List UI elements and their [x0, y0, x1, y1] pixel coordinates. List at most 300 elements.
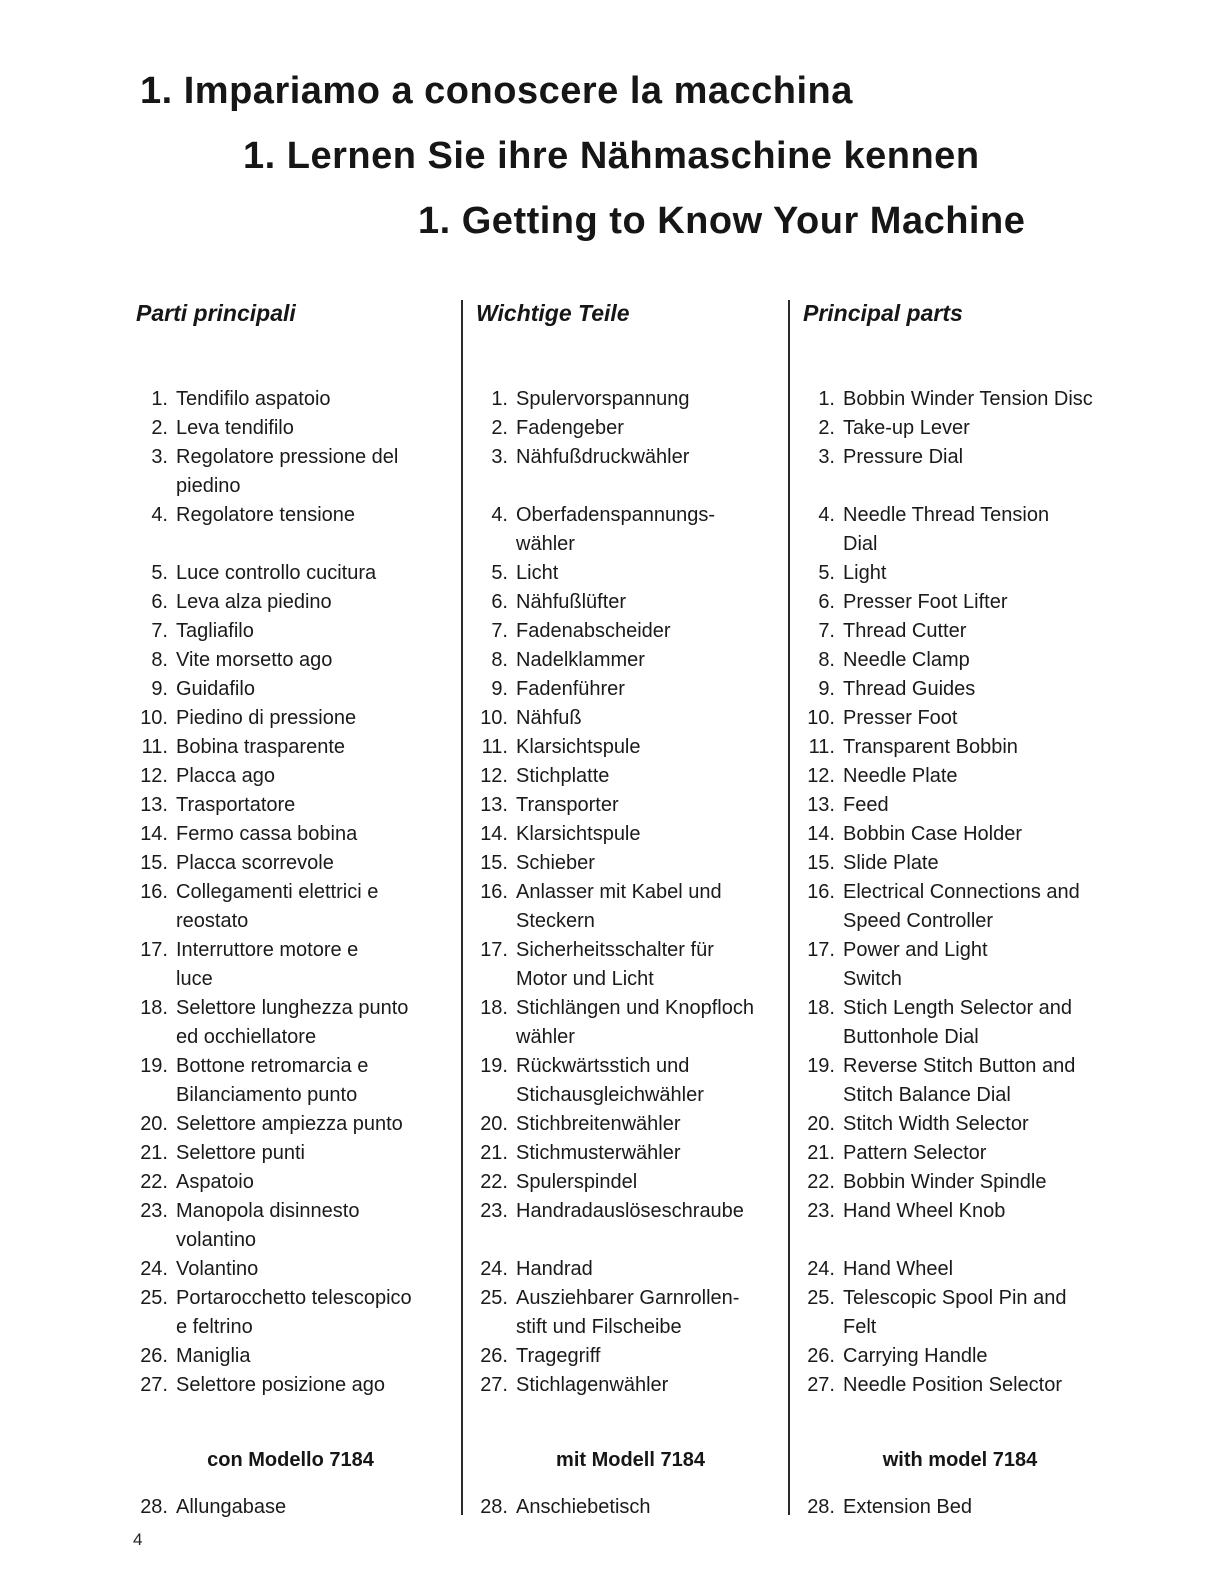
- part-number: 14.: [480, 823, 508, 845]
- part-label: Spulervorspannung: [516, 388, 690, 410]
- part-label: Bottone retromarcia e: [176, 1055, 369, 1077]
- part-item: [128, 1342, 453, 1371]
- part-label: Luce controllo cucitura: [176, 562, 377, 584]
- part-item: [795, 414, 1125, 443]
- part-label: Feed: [843, 794, 889, 816]
- part-item: [128, 878, 453, 907]
- part-label: Collegamenti elettrici e: [176, 881, 379, 903]
- part-item: [128, 588, 453, 617]
- part-item: [468, 1371, 783, 1400]
- parts-list-english: [795, 385, 1125, 1400]
- part-number: 2.: [491, 417, 508, 439]
- part-number: 8.: [491, 649, 508, 671]
- part-number: 25.: [140, 1287, 168, 1309]
- part-item: [468, 1168, 783, 1197]
- part-item: [795, 820, 1125, 849]
- part-label: Bobbin Case Holder: [843, 823, 1022, 845]
- part-item: [795, 1313, 1125, 1342]
- title-german: 1. Lernen Sie ihre Nähmaschine kennen: [243, 135, 980, 177]
- part-label: Placca ago: [176, 765, 275, 787]
- part-number: 28.: [140, 1496, 168, 1518]
- part-label: Anlasser mit Kabel und: [516, 881, 722, 903]
- part-number: 16.: [807, 881, 835, 903]
- part-label: Hand Wheel Knob: [843, 1200, 1006, 1222]
- list-spacer: [468, 472, 783, 501]
- part-label: Klarsichtspule: [516, 736, 641, 758]
- part-number: 7.: [151, 620, 168, 642]
- part-number: 12.: [807, 765, 835, 787]
- part-number: 4.: [491, 504, 508, 526]
- part-label: Take-up Lever: [843, 417, 970, 439]
- part-number: 21.: [807, 1142, 835, 1164]
- part-item: [795, 1023, 1125, 1052]
- part-number: [128, 1081, 168, 1110]
- part-item: [795, 1284, 1125, 1313]
- part-item: [795, 1197, 1125, 1226]
- part-number: 11.: [808, 736, 835, 758]
- part-label: Bobina trasparente: [176, 736, 346, 758]
- part-number: 3.: [491, 446, 508, 468]
- part-label: Slide Plate: [843, 852, 939, 874]
- parts-list-german: [468, 385, 783, 1400]
- part-number: 19.: [480, 1055, 508, 1077]
- column-english: [795, 298, 1125, 1518]
- part-number: 1.: [818, 388, 835, 410]
- part-item: [128, 907, 453, 936]
- part-label: volantino: [176, 1229, 257, 1251]
- part-label: Stichmusterwähler: [516, 1142, 681, 1164]
- part-item: [795, 907, 1125, 936]
- part-label: Needle Clamp: [843, 649, 970, 671]
- part-number: 9.: [151, 678, 168, 700]
- part-item: [468, 675, 783, 704]
- part-label: Leva alza piedino: [176, 591, 332, 613]
- part-label: piedino: [176, 475, 241, 497]
- column-heading-italian: Parti principali: [136, 300, 296, 326]
- part-label: Fadenführer: [516, 678, 625, 700]
- part-number: 27.: [140, 1374, 168, 1396]
- part-number: 24.: [480, 1258, 508, 1280]
- column-german: [468, 298, 783, 1518]
- part-label: Rückwärtsstich und: [516, 1055, 690, 1077]
- part-item: [468, 936, 783, 965]
- part-label: Nähfußlüfter: [516, 591, 627, 613]
- part-item: [128, 646, 453, 675]
- parts-list-italian: [128, 385, 453, 1400]
- part-label: Needle Position Selector: [843, 1374, 1063, 1396]
- part-item: [795, 501, 1125, 530]
- part-number: 27.: [807, 1374, 835, 1396]
- part-item: [128, 965, 453, 994]
- part-number: 9.: [491, 678, 508, 700]
- part-label: Nähfuß: [516, 707, 582, 729]
- part-number: 6.: [818, 591, 835, 613]
- part-number: 10.: [807, 707, 835, 729]
- part-label: Maniglia: [176, 1345, 251, 1367]
- part-item: [468, 414, 783, 443]
- part-label: Stichlängen und Knopfloch: [516, 997, 754, 1019]
- part-label: Carrying Handle: [843, 1345, 988, 1367]
- part-label: Power and Light: [843, 939, 988, 961]
- extra-part-italian: [128, 1493, 453, 1522]
- extra-part-english: [795, 1493, 1125, 1522]
- part-item: [128, 472, 453, 501]
- part-item: [468, 965, 783, 994]
- part-label: Stichplatte: [516, 765, 610, 787]
- part-label: Handradauslöseschraube: [516, 1200, 744, 1222]
- part-label: Felt: [843, 1316, 877, 1338]
- part-label: Pattern Selector: [843, 1142, 987, 1164]
- part-number: [795, 907, 835, 936]
- part-label: Anschiebetisch: [516, 1496, 651, 1518]
- part-label: Steckern: [516, 910, 595, 932]
- model-label-english: with model 7184: [882, 1449, 1038, 1471]
- part-number: 12.: [480, 765, 508, 787]
- part-item: [795, 1255, 1125, 1284]
- part-number: 28.: [807, 1496, 835, 1518]
- part-label: Allungabase: [176, 1496, 287, 1518]
- part-item: [795, 762, 1125, 791]
- part-number: 5.: [818, 562, 835, 584]
- part-label: Tagliafilo: [176, 620, 254, 642]
- part-item: [795, 965, 1125, 994]
- part-item: [128, 1139, 453, 1168]
- part-label: Stich Length Selector and: [843, 997, 1073, 1019]
- part-item: [795, 849, 1125, 878]
- part-number: 1.: [151, 388, 168, 410]
- part-item: [128, 733, 453, 762]
- part-number: 11.: [481, 736, 508, 758]
- part-label: Dial: [843, 533, 878, 555]
- part-item: [128, 1081, 453, 1110]
- part-label: Volantino: [176, 1258, 259, 1280]
- part-label: Handrad: [516, 1258, 593, 1280]
- part-item: [795, 791, 1125, 820]
- part-item: [468, 559, 783, 588]
- part-item: [468, 1081, 783, 1110]
- part-number: [128, 907, 168, 936]
- column-italian: [128, 298, 453, 1518]
- part-number: 2.: [818, 417, 835, 439]
- part-item: [468, 791, 783, 820]
- part-label: stift und Filscheibe: [516, 1316, 682, 1338]
- part-item: [468, 762, 783, 791]
- part-item: [468, 646, 783, 675]
- part-number: 15.: [480, 852, 508, 874]
- part-number: [468, 1081, 508, 1110]
- part-label: Nadelklammer: [516, 649, 645, 671]
- part-label: Pressure Dial: [843, 446, 964, 468]
- part-number: [468, 1023, 508, 1052]
- part-label: Placca scorrevole: [176, 852, 334, 874]
- part-label: Ausziehbarer Garnrollen-: [516, 1287, 740, 1309]
- part-number: [128, 1023, 168, 1052]
- part-item: [468, 1139, 783, 1168]
- part-item: [128, 1168, 453, 1197]
- part-number: 17.: [140, 939, 168, 961]
- part-number: 23.: [807, 1200, 835, 1222]
- part-label: Oberfadenspannungs-: [516, 504, 716, 526]
- part-number: 25.: [807, 1287, 835, 1309]
- part-item: [468, 588, 783, 617]
- part-number: 12.: [140, 765, 168, 787]
- part-number: 11.: [141, 736, 168, 758]
- part-number: 20.: [480, 1113, 508, 1135]
- column-divider-right: [788, 300, 790, 1515]
- part-item: [468, 1342, 783, 1371]
- part-label: Sicherheitsschalter für: [516, 939, 714, 961]
- part-label: Portarocchetto telescopico: [176, 1287, 412, 1309]
- part-label: Tendifilo aspatoio: [176, 388, 331, 410]
- part-label: Presser Foot: [843, 707, 958, 729]
- part-number: 26.: [480, 1345, 508, 1367]
- part-item: [128, 1313, 453, 1342]
- part-item: [468, 530, 783, 559]
- part-item: [795, 617, 1125, 646]
- part-number: 23.: [140, 1200, 168, 1222]
- part-label: Extension Bed: [843, 1496, 972, 1518]
- part-label: Needle Thread Tension: [843, 504, 1050, 526]
- part-item: [468, 820, 783, 849]
- part-number: [795, 1313, 835, 1342]
- part-item: [795, 733, 1125, 762]
- part-number: 15.: [807, 852, 835, 874]
- part-item: [468, 443, 783, 472]
- part-number: [468, 1313, 508, 1342]
- part-number: [795, 1023, 835, 1052]
- model-label-italian: con Modello 7184: [207, 1449, 374, 1471]
- part-number: 13.: [140, 794, 168, 816]
- part-label: Stichbreitenwähler: [516, 1113, 681, 1135]
- part-label: Selettore posizione ago: [176, 1374, 386, 1396]
- part-item: [128, 994, 453, 1023]
- part-number: 17.: [480, 939, 508, 961]
- part-item: [128, 704, 453, 733]
- part-number: 10.: [480, 707, 508, 729]
- part-label: Light: [843, 562, 887, 584]
- part-item: [128, 675, 453, 704]
- part-item: [795, 1139, 1125, 1168]
- part-item: [128, 501, 453, 530]
- page-number: 4: [133, 1530, 143, 1549]
- part-number: 3.: [818, 446, 835, 468]
- part-number: [468, 907, 508, 936]
- part-label: Motor und Licht: [516, 968, 654, 990]
- part-item: [468, 1052, 783, 1081]
- part-number: 25.: [480, 1287, 508, 1309]
- list-spacer: [795, 472, 1125, 501]
- part-item: [128, 1023, 453, 1052]
- part-item: [795, 1342, 1125, 1371]
- part-item: [468, 907, 783, 936]
- part-number: [128, 1226, 168, 1255]
- part-label: Tragegriff: [516, 1345, 601, 1367]
- part-label: e feltrino: [176, 1316, 253, 1338]
- column-heading-german: Wichtige Teile: [476, 300, 630, 326]
- part-item: [128, 820, 453, 849]
- part-label: Transporter: [516, 794, 619, 816]
- part-label: Speed Controller: [843, 910, 994, 932]
- part-item: [128, 1110, 453, 1139]
- part-item: [468, 878, 783, 907]
- part-item: [468, 1313, 783, 1342]
- part-item: [468, 501, 783, 530]
- part-number: 20.: [807, 1113, 835, 1135]
- part-item: [468, 994, 783, 1023]
- part-item: [128, 1255, 453, 1284]
- part-label: Needle Plate: [843, 765, 958, 787]
- part-number: 4.: [151, 504, 168, 526]
- part-item: [128, 1197, 453, 1226]
- part-item: [795, 704, 1125, 733]
- model-label-german: mit Modell 7184: [556, 1449, 705, 1471]
- part-number: 3.: [151, 446, 168, 468]
- part-label: Selettore punti: [176, 1142, 305, 1164]
- part-label: Presser Foot Lifter: [843, 591, 1008, 613]
- part-number: 13.: [807, 794, 835, 816]
- part-number: 8.: [818, 649, 835, 671]
- part-item: [795, 1052, 1125, 1081]
- part-item: [128, 385, 453, 414]
- part-label: Piedino di pressione: [176, 707, 357, 729]
- part-label: Bobbin Winder Spindle: [843, 1171, 1047, 1193]
- part-number: 28.: [480, 1496, 508, 1518]
- part-number: 8.: [151, 649, 168, 671]
- part-item: [795, 443, 1125, 472]
- part-number: 17.: [807, 939, 835, 961]
- part-number: [795, 1081, 835, 1110]
- part-number: 15.: [140, 852, 168, 874]
- part-label: Spulerspindel: [516, 1171, 638, 1193]
- part-number: 26.: [140, 1345, 168, 1367]
- part-item: [128, 1052, 453, 1081]
- part-label: Reverse Stitch Button and: [843, 1055, 1076, 1077]
- list-spacer: [128, 530, 453, 559]
- part-number: [795, 965, 835, 994]
- part-item: [468, 704, 783, 733]
- part-label: ed occhiellatore: [176, 1026, 317, 1048]
- part-label: Selettore ampiezza punto: [176, 1113, 403, 1135]
- part-number: [468, 530, 508, 559]
- part-label: Regolatore tensione: [176, 504, 356, 526]
- part-label: Switch: [843, 968, 902, 990]
- part-item: [468, 1110, 783, 1139]
- part-item: [795, 936, 1125, 965]
- part-item: [468, 1255, 783, 1284]
- part-number: 7.: [818, 620, 835, 642]
- part-item: [128, 1284, 453, 1313]
- part-label: wähler: [516, 533, 575, 555]
- part-number: 4.: [818, 504, 835, 526]
- part-item: [795, 559, 1125, 588]
- part-number: 18.: [140, 997, 168, 1019]
- part-number: 22.: [480, 1171, 508, 1193]
- part-item: [795, 1081, 1125, 1110]
- part-label: Transparent Bobbin: [843, 736, 1018, 758]
- part-label: Stichlagenwähler: [516, 1374, 669, 1396]
- part-number: 21.: [140, 1142, 168, 1164]
- part-label: Electrical Connections and: [843, 881, 1080, 903]
- part-number: [468, 965, 508, 994]
- part-item: [128, 414, 453, 443]
- part-label: luce: [176, 968, 213, 990]
- part-number: 6.: [491, 591, 508, 613]
- title-italian: 1. Impariamo a conoscere la macchina: [140, 70, 853, 112]
- part-number: 16.: [140, 881, 168, 903]
- part-number: 24.: [140, 1258, 168, 1280]
- part-number: 27.: [480, 1374, 508, 1396]
- part-item: [468, 733, 783, 762]
- column-divider-left: [461, 300, 463, 1515]
- list-spacer: [795, 1226, 1125, 1255]
- part-number: 14.: [140, 823, 168, 845]
- part-item: [795, 675, 1125, 704]
- part-item: [468, 849, 783, 878]
- part-item: [128, 762, 453, 791]
- part-item: [128, 791, 453, 820]
- part-number: 22.: [140, 1171, 168, 1193]
- part-number: 9.: [818, 678, 835, 700]
- part-item: [468, 385, 783, 414]
- part-item: [468, 1284, 783, 1313]
- part-label: Aspatoio: [176, 1171, 254, 1193]
- part-item: [468, 1197, 783, 1226]
- part-item: [795, 385, 1125, 414]
- part-label: Regolatore pressione del: [176, 446, 399, 468]
- part-label: Guidafilo: [176, 678, 255, 700]
- part-number: 19.: [807, 1055, 835, 1077]
- extra-part-german: [468, 1493, 783, 1522]
- part-label: wähler: [516, 1026, 575, 1048]
- part-item: [128, 936, 453, 965]
- column-heading-english: Principal parts: [803, 300, 963, 326]
- part-label: Licht: [516, 562, 559, 584]
- part-number: 7.: [491, 620, 508, 642]
- title-english: 1. Getting to Know Your Machine: [418, 200, 1026, 242]
- part-item: [128, 443, 453, 472]
- part-item: [128, 559, 453, 588]
- part-number: 22.: [807, 1171, 835, 1193]
- part-label: Schieber: [516, 852, 595, 874]
- part-label: Bilanciamento punto: [176, 1084, 358, 1106]
- part-label: Bobbin Winder Tension Disc: [843, 388, 1093, 410]
- part-number: [795, 530, 835, 559]
- part-label: Buttonhole Dial: [843, 1026, 979, 1048]
- part-number: [128, 1313, 168, 1342]
- part-label: Nähfußdruckwähler: [516, 446, 690, 468]
- part-item: [128, 1371, 453, 1400]
- part-item: [795, 1371, 1125, 1400]
- part-item: [795, 1168, 1125, 1197]
- part-label: Manopola disinnesto: [176, 1200, 360, 1222]
- part-number: 18.: [807, 997, 835, 1019]
- part-number: 20.: [140, 1113, 168, 1135]
- part-label: Stichausgleichwähler: [516, 1084, 704, 1106]
- part-item: [468, 617, 783, 646]
- part-label: Trasportatore: [176, 794, 296, 816]
- part-number: 21.: [480, 1142, 508, 1164]
- part-item: [795, 878, 1125, 907]
- part-label: Leva tendifilo: [176, 417, 294, 439]
- part-number: 26.: [807, 1345, 835, 1367]
- part-number: 16.: [480, 881, 508, 903]
- part-label: Fadenabscheider: [516, 620, 671, 642]
- part-label: Vite morsetto ago: [176, 649, 333, 671]
- part-number: [128, 472, 168, 501]
- part-number: 1.: [491, 388, 508, 410]
- part-number: 2.: [151, 417, 168, 439]
- part-item: [795, 994, 1125, 1023]
